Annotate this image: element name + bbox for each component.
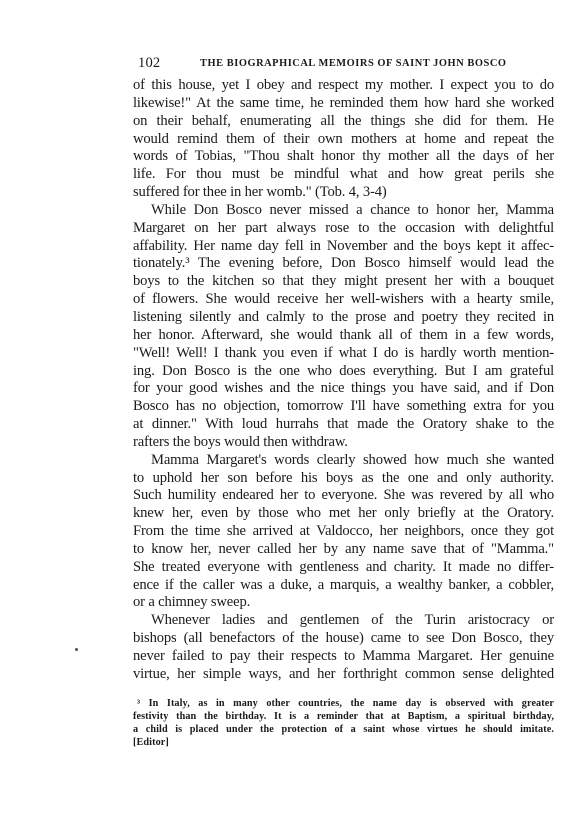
text-line: ence if the caller was a duke, a marquis, a wealthy banker, a cobbler,	[133, 576, 554, 593]
paragraph-first-line: Whenever ladies and gentlemen of the Turin aristocracy or	[151, 612, 554, 629]
text-line: to know her, never called her by any name save that of "Mamma."	[133, 540, 554, 557]
text-line: She treated everyone with gentleness and charity. It made no differ-	[133, 558, 554, 575]
text-line: virtue, her simple ways, and her forthright common sense delighted	[133, 665, 554, 682]
text-line: her honor. Afterward, she would thank all of them in a few words,	[133, 326, 554, 343]
text-line: of flowers. She would receive her well-wishers with a hearty smile,	[133, 291, 554, 308]
paragraph-first-line: While Don Bosco never missed a chance to honor her, Mamma	[151, 201, 554, 218]
paragraph-end-line: rafters the boys would then withdraw.	[133, 433, 348, 450]
text-line: to uphold her son before his boys as the one and only authority.	[133, 469, 554, 486]
running-head	[138, 54, 554, 72]
page-number: 102	[138, 55, 161, 71]
footnote-line: festivity than the birthday. It is a reminder that at Baptism, a spiritual birthday,	[133, 711, 554, 722]
text-line: boys to the kitchen so that they might present her with a bouquet	[133, 273, 554, 290]
text-line: for your good wishes and the nice things you have said, and if Don	[133, 380, 554, 397]
text-line: words of Tobias, "Thou shalt honor thy mother all the days of her	[133, 148, 554, 165]
text-line: never failed to pay their respects to Mamma Margaret. Her genuine	[133, 648, 554, 664]
text-line: would remind them of their own mothers at home and repeat the	[133, 130, 554, 147]
text-line: on their behalf, enumerating all the things she did for them. He	[133, 112, 554, 129]
margin-speck	[75, 648, 78, 651]
text-line: ing. Don Bosco is the one who does everything. But I am grateful	[133, 362, 554, 379]
footnote	[133, 697, 554, 749]
footnote-line: [Editor]	[133, 737, 169, 748]
paragraph-end-line: or a chimney sweep.	[133, 594, 251, 611]
paragraph-end-line: suffered for thee in her womb." (Tob. 4, 3-4)	[133, 184, 387, 201]
text-line: affability. Her name day fell in November and the boys kept it affec-	[133, 237, 554, 254]
text-line: bishops (all benefactors of the house) came to see Don Bosco, they	[133, 630, 554, 647]
text-line: Such humility endeared her to everyone. She was revered by all who	[133, 487, 554, 504]
text-line: tionately.³ The evening before, Don Bosco himself would lead the	[133, 255, 554, 272]
running-title: THE BIOGRAPHICAL MEMOIRS OF SAINT JOHN BOSCO	[200, 58, 507, 69]
footnote-line: ³ In Italy, as in many other countries, the name day is observed with greater	[137, 698, 554, 709]
text-line: knew her, even by those who met her only briefly at the Oratory.	[133, 505, 554, 522]
text-line: life. For thou must be mindful what and how great perils she	[133, 166, 554, 183]
text-line: listening silently and calmly to the prose and poetry they recited in	[133, 308, 554, 325]
paragraph-first-line: Mamma Margaret's words clearly showed how much she wanted	[151, 451, 554, 468]
text-line: of this house, yet I obey and respect my mother. I expect you to do	[133, 77, 554, 93]
text-line: likewise!" At the same time, he reminded them how hard she worked	[133, 94, 554, 111]
body-text	[133, 77, 554, 684]
text-line: "Well! Well! I thank you even if what I do is hardly worth mention-	[133, 344, 554, 361]
text-line: at dinner." With loud hurrahs that made the Oratory shake to the	[133, 416, 554, 433]
text-line: Bosco has no objection, tomorrow I'll have something extra for you	[133, 398, 554, 415]
text-line: Margaret on her part always rose to the occasion with delightful	[133, 219, 554, 236]
footnote-line: a child is placed under the protection of a saint whose virtues he should imitate.	[133, 724, 554, 735]
text-line: From the time she arrived at Valdocco, her neighbors, once they got	[133, 523, 554, 540]
